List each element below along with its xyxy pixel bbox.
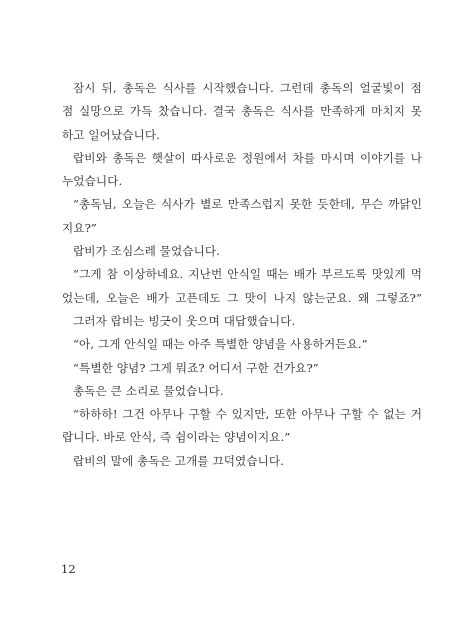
- text-line: “그게 참 이상하네요. 지난번 안식일 때는 배가 부르도록 맛있게 먹: [73, 267, 422, 282]
- text-line: 누었습니다.: [62, 174, 123, 189]
- text-line: 그러자 랍비는 빙긋이 웃으며 대답했습니다.: [73, 313, 296, 328]
- text-line: 총독은 큰 소리로 물었습니다.: [73, 383, 224, 398]
- text-line: 지요?”: [62, 220, 97, 235]
- text-line: “하하하! 그건 아무나 구할 수 있지만, 또한 아무나 구할 수 없는 거: [73, 407, 422, 422]
- text-line: 랍니다. 바로 안식, 즉 쉼이라는 양념이지요.”: [62, 430, 291, 445]
- body-text: [62, 77, 422, 473]
- text-line: “아, 그게 안식일 때는 아주 특별한 양념을 사용하거든요.”: [73, 337, 368, 352]
- text-line: 잠시 뒤, 총독은 식사를 시작했습니다. 그런데 총독의 얼굴빛이 점: [73, 81, 422, 95]
- text-line: 점 실망으로 가득 찼습니다. 결국 총독은 식사를 만족하게 마치지 못: [62, 104, 422, 119]
- text-line: 었는데, 오늘은 배가 고픈데도 그 맛이 나지 않는군요. 왜 그렇죠?”: [62, 290, 422, 305]
- text-line: 랍비의 말에 총독은 고개를 끄덕였습니다.: [73, 453, 285, 468]
- text-line: “총독님, 오늘은 식사가 별로 만족스럽지 못한 듯한데, 무슨 까닭인: [73, 197, 422, 212]
- text-line: 랍비와 총독은 햇살이 따사로운 정원에서 차를 마시며 이야기를 나: [73, 150, 422, 165]
- page-number: 12: [61, 562, 76, 576]
- text-line: 하고 일어났습니다.: [62, 127, 160, 142]
- text-line: 랍비가 조심스레 물었습니다.: [73, 244, 220, 259]
- text-line: “특별한 양념? 그게 뭐죠? 어디서 구한 건가요?”: [73, 360, 319, 375]
